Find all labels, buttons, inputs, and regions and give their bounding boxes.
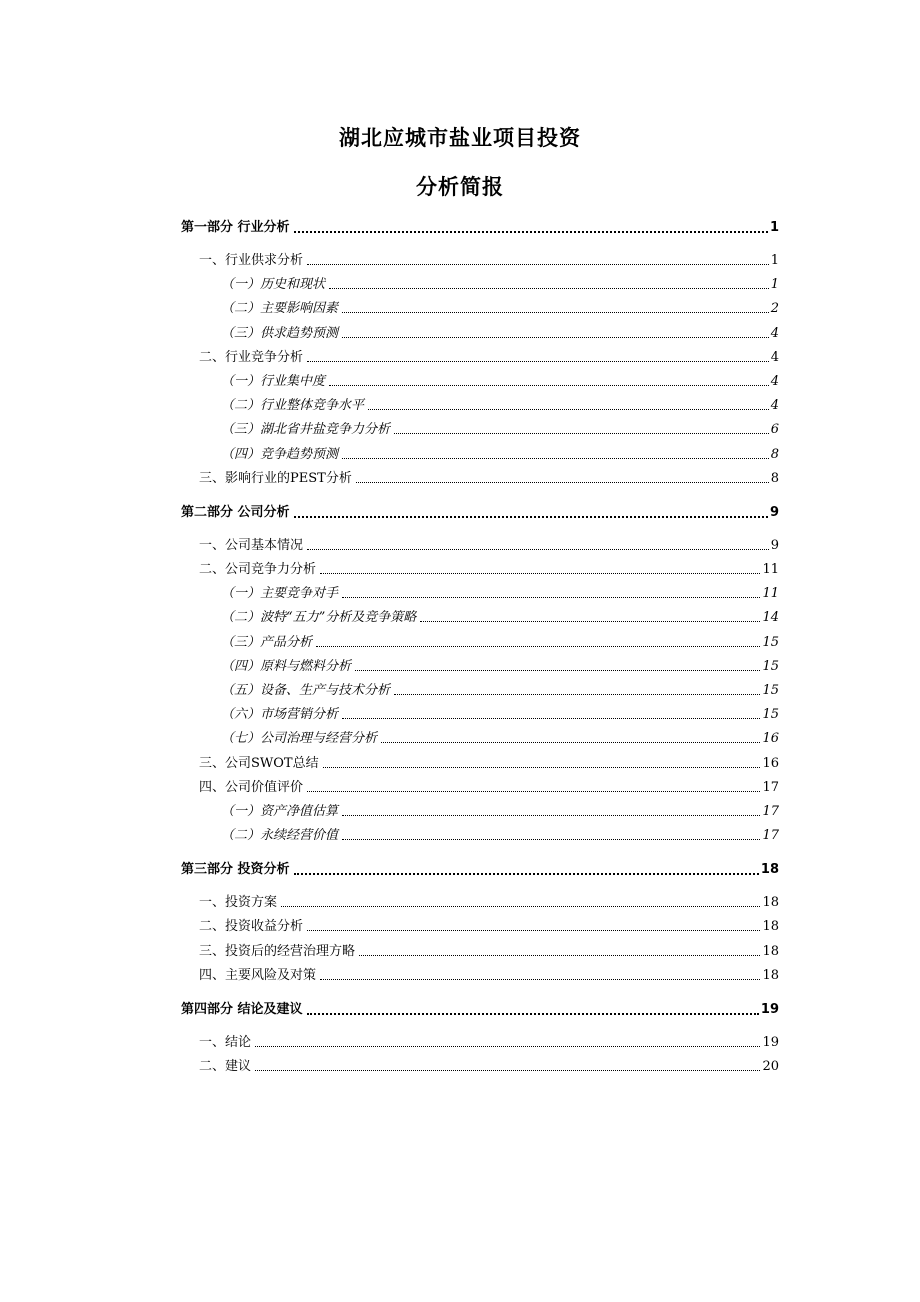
toc-page-number: 19 — [760, 1001, 779, 1017]
toc-page-number: 18 — [762, 895, 779, 911]
toc-page-number: 18 — [762, 943, 779, 959]
toc-entry-label: （一）主要竞争对手 — [221, 586, 339, 602]
toc-leader-dots — [342, 814, 760, 816]
toc-section-entry[interactable] — [181, 1032, 779, 1052]
toc-part-entry[interactable] — [181, 502, 779, 522]
toc-leader-dots — [394, 432, 769, 434]
toc-page-number: 19 — [762, 1034, 779, 1050]
toc-subsection-entry[interactable] — [181, 444, 779, 464]
toc-leader-dots — [281, 905, 760, 907]
toc-section-entry[interactable] — [181, 250, 779, 270]
toc-leader-dots — [320, 572, 760, 574]
toc-subsection-entry[interactable] — [181, 323, 779, 343]
toc-page-number: 18 — [762, 967, 779, 983]
toc-page-number: 8 — [770, 446, 779, 462]
toc-section-entry[interactable] — [181, 892, 779, 912]
toc-entry-label: 第二部分 公司分析 — [181, 504, 290, 520]
toc-leader-dots — [342, 336, 769, 338]
toc-leader-dots — [307, 263, 769, 265]
toc-entry-label: （二）波特“五力”分析及竞争策略 — [221, 610, 417, 626]
toc-entry-label: （三）供求趋势预测 — [221, 325, 339, 341]
toc-leader-dots — [323, 766, 761, 768]
toc-leader-dots — [420, 620, 760, 622]
toc-leader-dots — [320, 978, 760, 980]
toc-entry-label: 一、公司基本情况 — [199, 537, 304, 553]
toc-entry-label: （一）资产净值估算 — [221, 804, 339, 819]
toc-page-number: 4 — [770, 349, 779, 365]
toc-section-entry[interactable] — [181, 1056, 779, 1076]
document-title: 湖北应城市盐业项目投资 — [339, 126, 581, 150]
toc-part-entry[interactable] — [181, 859, 779, 879]
toc-entry-label: （四）原料与燃料分析 — [221, 658, 352, 674]
toc-section-entry[interactable] — [181, 941, 779, 961]
toc-leader-dots — [342, 457, 769, 459]
toc-entry-label: （六）市场营销分析 — [221, 707, 339, 723]
toc-entry-label: 三、影响行业的PEST分析 — [199, 470, 352, 486]
toc-page-number: 4 — [770, 398, 779, 414]
toc-entry-label: （四）竞争趋势预测 — [221, 446, 339, 462]
toc-page-number: 1 — [770, 277, 779, 293]
toc-leader-dots — [342, 717, 760, 719]
toc-section-entry[interactable] — [181, 468, 779, 488]
toc-page-number: 4 — [770, 374, 779, 389]
toc-subsection-entry[interactable] — [181, 419, 779, 439]
toc-section-entry[interactable] — [181, 535, 779, 555]
toc-leader-dots — [329, 287, 769, 289]
toc-leader-dots — [356, 481, 769, 483]
toc-entry-label: （二）行业整体竞争水平 — [221, 398, 365, 414]
toc-entry-label: 二、公司竞争力分析 — [199, 562, 317, 577]
toc-leader-dots — [342, 311, 769, 313]
toc-page-number: 16 — [762, 755, 779, 771]
toc-entry-label: 一、行业供求分析 — [199, 253, 304, 268]
toc-leader-dots — [342, 838, 760, 840]
toc-part-entry[interactable] — [181, 217, 779, 237]
toc-entry-label: （一）行业集中度 — [221, 374, 326, 389]
toc-leader-dots — [394, 693, 760, 695]
toc-leader-dots — [355, 669, 760, 671]
toc-subsection-entry[interactable] — [181, 583, 779, 603]
toc-page-number: 2 — [770, 301, 779, 317]
toc-subsection-entry[interactable] — [181, 607, 779, 627]
toc-entry-label: 第三部分 投资分析 — [181, 862, 290, 878]
toc-page-number: 11 — [762, 586, 779, 602]
toc-entry-label: （二）永续经营价值 — [221, 828, 339, 844]
toc-page-number: 20 — [762, 1059, 779, 1074]
toc-leader-dots — [381, 741, 760, 743]
toc-leader-dots — [368, 408, 769, 410]
toc-leader-dots — [294, 230, 768, 233]
toc-section-entry[interactable] — [181, 347, 779, 367]
toc-entry-label: （一）历史和现状 — [221, 277, 326, 293]
toc-section-entry[interactable] — [181, 559, 779, 579]
toc-entry-label: 一、投资方案 — [199, 895, 278, 911]
toc-subsection-entry[interactable] — [181, 632, 779, 652]
toc-entry-label: 第一部分 行业分析 — [181, 220, 290, 235]
toc-entry-label: （五）设备、生产与技术分析 — [221, 683, 391, 698]
toc-leader-dots — [342, 596, 760, 598]
toc-page-number: 15 — [762, 683, 779, 698]
toc-leader-dots — [255, 1045, 760, 1047]
toc-leader-dots — [294, 515, 768, 518]
toc-page-number: 11 — [762, 562, 779, 577]
toc-leader-dots — [329, 384, 769, 386]
toc-leader-dots — [307, 929, 760, 931]
toc-page-number: 9 — [770, 537, 779, 553]
toc-entry-label: 二、建议 — [199, 1059, 252, 1074]
toc-entry-label: （七）公司治理与经营分析 — [221, 731, 378, 747]
toc-page-number: 17 — [762, 828, 779, 844]
toc-leader-dots — [307, 1012, 759, 1015]
document-subtitle: 分析简报 — [416, 175, 504, 199]
toc-page-number: 15 — [762, 707, 779, 723]
toc-subsection-entry[interactable] — [181, 728, 779, 748]
toc-leader-dots — [359, 954, 760, 956]
toc-page-number: 9 — [769, 504, 779, 520]
toc-section-entry[interactable] — [181, 965, 779, 985]
toc-entry-label: 第四部分 结论及建议 — [181, 1001, 303, 1017]
toc-page-number: 16 — [762, 731, 779, 747]
toc-page-number: 15 — [762, 634, 779, 650]
toc-entry-label: 二、投资收益分析 — [199, 919, 304, 935]
toc-leader-dots — [307, 790, 760, 792]
toc-section-entry[interactable] — [181, 753, 779, 773]
toc-subsection-entry[interactable] — [181, 395, 779, 415]
toc-subsection-entry[interactable] — [181, 704, 779, 724]
toc-subsection-entry[interactable] — [181, 801, 779, 821]
toc-subsection-entry[interactable] — [181, 274, 779, 294]
toc-entry-label: （三）产品分析 — [221, 634, 313, 650]
toc-page-number: 4 — [770, 325, 779, 341]
toc-subsection-entry[interactable] — [181, 298, 779, 318]
toc-section-entry[interactable] — [181, 916, 779, 936]
toc-page-number: 15 — [762, 658, 779, 674]
toc-entry-label: 四、主要风险及对策 — [199, 967, 317, 983]
toc-part-entry[interactable] — [181, 999, 779, 1019]
toc-entry-label: 四、公司价值评价 — [199, 779, 304, 795]
toc-subsection-entry[interactable] — [181, 371, 779, 391]
toc-subsection-entry[interactable] — [181, 825, 779, 845]
toc-leader-dots — [307, 548, 769, 550]
toc-page-number: 18 — [760, 862, 779, 878]
toc-leader-dots — [255, 1069, 760, 1071]
toc-subsection-entry[interactable] — [181, 656, 779, 676]
toc-subsection-entry[interactable] — [181, 680, 779, 700]
toc-page-number: 1 — [770, 253, 779, 268]
toc-leader-dots — [307, 360, 769, 362]
toc-entry-label: 三、公司SWOT总结 — [199, 755, 319, 771]
toc-section-entry[interactable] — [181, 777, 779, 797]
toc-page-number: 18 — [762, 919, 779, 935]
toc-page-number: 8 — [770, 470, 779, 486]
toc-page-number: 1 — [769, 220, 779, 235]
toc-entry-label: （三）湖北省井盐竞争力分析 — [221, 422, 391, 438]
toc-page-number: 17 — [762, 779, 779, 795]
toc-leader-dots — [294, 872, 759, 875]
toc-entry-label: 一、结论 — [199, 1034, 252, 1050]
toc-entry-label: 二、行业竞争分析 — [199, 349, 304, 365]
toc-page-number: 17 — [762, 804, 779, 819]
toc-page-number: 14 — [762, 610, 779, 626]
toc-entry-label: 三、投资后的经营治理方略 — [199, 943, 356, 959]
toc-leader-dots — [316, 645, 760, 647]
toc-page-number: 6 — [770, 422, 779, 438]
toc-entry-label: （二）主要影响因素 — [221, 301, 339, 317]
